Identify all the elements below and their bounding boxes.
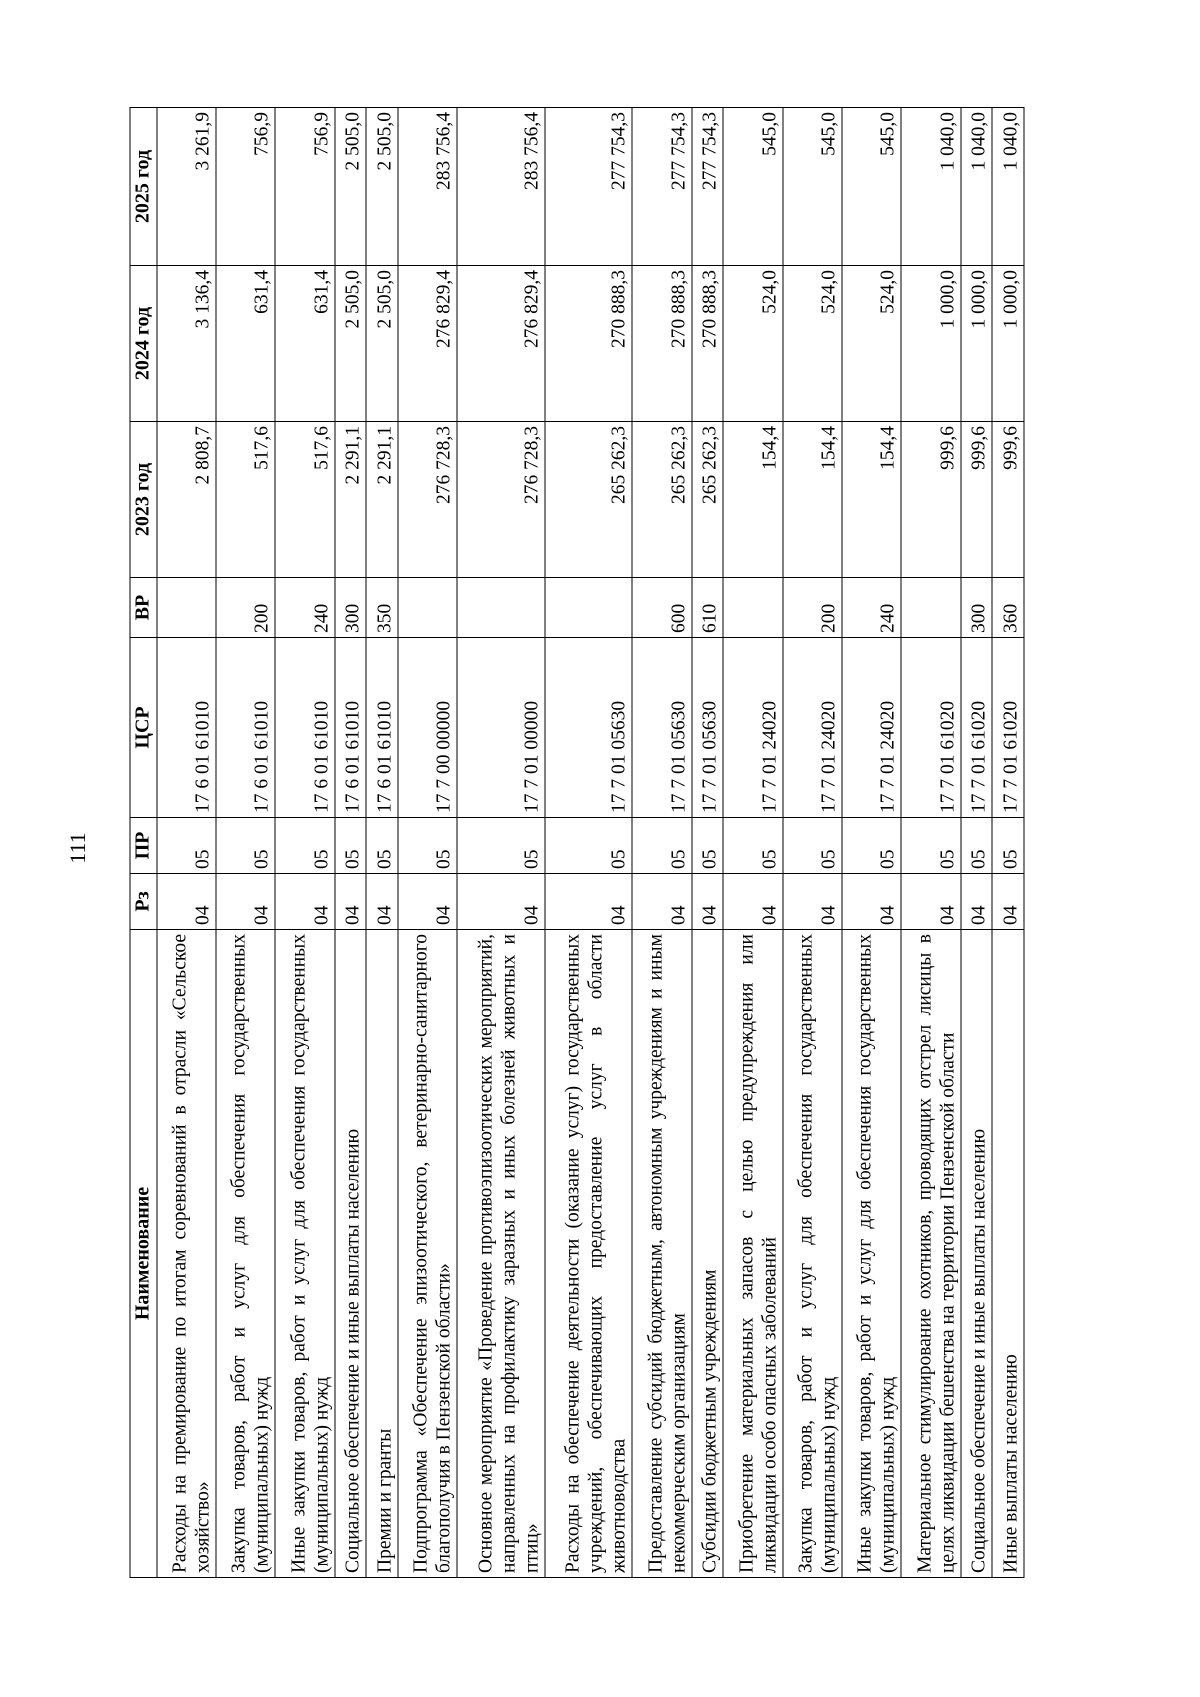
- cell-pr: 05: [692, 818, 724, 874]
- cell-2025: 1 040,0: [961, 108, 993, 266]
- cell-csr: 17 7 01 61020: [901, 638, 960, 818]
- cell-vr: 600: [632, 578, 691, 638]
- header-csr: ЦСР: [130, 638, 157, 818]
- cell-2023: 999,6: [992, 422, 1024, 578]
- cell-pr: 05: [398, 818, 457, 874]
- cell-csr: 17 7 01 05630: [692, 638, 724, 818]
- cell-vr: [723, 578, 782, 638]
- cell-pr: 05: [216, 818, 275, 874]
- cell-2025: 3 261,9: [157, 108, 216, 266]
- cell-2023: 154,4: [783, 422, 842, 578]
- cell-2023: 2 291,1: [366, 422, 398, 578]
- cell-pr: 05: [992, 818, 1024, 874]
- cell-name: Социальное обеспечение и иные выплаты населению: [961, 930, 993, 1578]
- table-row: [366, 108, 398, 1578]
- page-number: 111: [65, 832, 90, 864]
- cell-2024: 1 000,0: [901, 266, 960, 422]
- table-row: [275, 108, 334, 1578]
- cell-name: Приобретение материальных запасов с целью предупреждения или ликвидации особо опасных заболеваний: [723, 930, 782, 1578]
- cell-name: Социальное обеспечение и иные выплаты населению: [335, 930, 367, 1578]
- cell-csr: 17 7 01 24020: [723, 638, 782, 818]
- cell-rz: 04: [457, 874, 544, 930]
- table-row: [692, 108, 724, 1578]
- cell-name: Иные закупки товаров, работ и услуг для обеспечения государственных (муниципальных) нужд: [275, 930, 334, 1578]
- cell-2023: 2 808,7: [157, 422, 216, 578]
- cell-csr: 17 6 01 61010: [216, 638, 275, 818]
- cell-csr: 17 7 01 24020: [783, 638, 842, 818]
- cell-name: Основное мероприятие «Проведение противоэпизоотических мероприятий, направленных на профилактику заразных и иных болезней животных и птиц»: [457, 930, 544, 1578]
- cell-vr: 240: [275, 578, 334, 638]
- cell-2025: 1 040,0: [901, 108, 960, 266]
- cell-2025: 277 754,3: [632, 108, 691, 266]
- cell-vr: 350: [366, 578, 398, 638]
- table-row: [901, 108, 960, 1578]
- table-row: [961, 108, 993, 1578]
- cell-csr: 17 7 00 00000: [398, 638, 457, 818]
- cell-rz: 04: [632, 874, 691, 930]
- cell-2025: 283 756,4: [398, 108, 457, 266]
- cell-2024: 3 136,4: [157, 266, 216, 422]
- header-2023: 2023 год: [130, 422, 157, 578]
- budget-table-container: [130, 108, 1025, 1578]
- cell-2025: 2 505,0: [366, 108, 398, 266]
- cell-2023: 999,6: [961, 422, 993, 578]
- cell-name: Субсидии бюджетным учреждениям: [692, 930, 724, 1578]
- cell-vr: 200: [783, 578, 842, 638]
- cell-2023: 2 291,1: [335, 422, 367, 578]
- table-header-row: [130, 108, 157, 1578]
- cell-pr: 05: [366, 818, 398, 874]
- cell-rz: 04: [961, 874, 993, 930]
- cell-2023: 154,4: [723, 422, 782, 578]
- cell-csr: 17 6 01 61010: [275, 638, 334, 818]
- cell-2024: 276 829,4: [398, 266, 457, 422]
- cell-2025: 277 754,3: [692, 108, 724, 266]
- cell-2023: 517,6: [275, 422, 334, 578]
- cell-2023: 154,4: [842, 422, 901, 578]
- cell-pr: 05: [901, 818, 960, 874]
- cell-rz: 04: [783, 874, 842, 930]
- cell-pr: 05: [457, 818, 544, 874]
- cell-2024: 631,4: [275, 266, 334, 422]
- cell-name: Расходы на премирование по итогам соревнований в отрасли «Сельское хозяйство»: [157, 930, 216, 1578]
- cell-2023: 276 728,3: [457, 422, 544, 578]
- cell-vr: [398, 578, 457, 638]
- cell-rz: 04: [335, 874, 367, 930]
- header-2025: 2025 год: [130, 108, 157, 266]
- cell-vr: 300: [961, 578, 993, 638]
- cell-2024: 2 505,0: [366, 266, 398, 422]
- cell-rz: 04: [545, 874, 632, 930]
- cell-2024: 270 888,3: [632, 266, 691, 422]
- cell-csr: 17 7 01 61020: [992, 638, 1024, 818]
- table-row: [335, 108, 367, 1578]
- cell-pr: 05: [545, 818, 632, 874]
- budget-table: [130, 107, 1025, 1578]
- cell-pr: 05: [842, 818, 901, 874]
- cell-2025: 545,0: [842, 108, 901, 266]
- cell-2024: 270 888,3: [692, 266, 724, 422]
- cell-2023: 276 728,3: [398, 422, 457, 578]
- cell-pr: 05: [961, 818, 993, 874]
- table-row: [632, 108, 691, 1578]
- cell-csr: 17 7 01 24020: [842, 638, 901, 818]
- cell-2025: 756,9: [275, 108, 334, 266]
- cell-name: Материальное стимулирование охотников, проводящих отстрел лисицы в целях ликвидации бешенства на территории Пензенской области: [901, 930, 960, 1578]
- cell-rz: 04: [275, 874, 334, 930]
- table-row: [216, 108, 275, 1578]
- cell-rz: 04: [723, 874, 782, 930]
- cell-2025: 1 040,0: [992, 108, 1024, 266]
- cell-pr: 05: [275, 818, 334, 874]
- cell-rz: 04: [398, 874, 457, 930]
- cell-csr: 17 6 01 61010: [335, 638, 367, 818]
- cell-2023: 999,6: [901, 422, 960, 578]
- header-pr: ПР: [130, 818, 157, 874]
- cell-name: Закупка товаров, работ и услуг для обеспечения государственных (муниципальных) нужд: [783, 930, 842, 1578]
- header-rz: Рз: [130, 874, 157, 930]
- cell-csr: 17 7 01 00000: [457, 638, 544, 818]
- cell-name: Подпрограмма «Обеспечение эпизоотического, ветеринарно-санитарного благополучия в Пензенской области»: [398, 930, 457, 1578]
- cell-csr: 17 7 01 05630: [632, 638, 691, 818]
- header-vr: ВР: [130, 578, 157, 638]
- table-row: [723, 108, 782, 1578]
- cell-vr: 360: [992, 578, 1024, 638]
- cell-vr: 610: [692, 578, 724, 638]
- cell-2023: 265 262,3: [545, 422, 632, 578]
- cell-vr: [545, 578, 632, 638]
- cell-name: Иные выплаты населению: [992, 930, 1024, 1578]
- cell-2024: 2 505,0: [335, 266, 367, 422]
- cell-csr: 17 6 01 61010: [157, 638, 216, 818]
- cell-2023: 265 262,3: [692, 422, 724, 578]
- cell-pr: 05: [335, 818, 367, 874]
- cell-2024: 524,0: [842, 266, 901, 422]
- header-2024: 2024 год: [130, 266, 157, 422]
- table-body: [157, 108, 1024, 1578]
- cell-rz: 04: [216, 874, 275, 930]
- cell-2024: 524,0: [723, 266, 782, 422]
- cell-vr: [457, 578, 544, 638]
- cell-2024: 270 888,3: [545, 266, 632, 422]
- cell-2025: 2 505,0: [335, 108, 367, 266]
- cell-name: Предоставление субсидий бюджетным, автономным учреждениям и иным некоммерческим организациям: [632, 930, 691, 1578]
- cell-2024: 276 829,4: [457, 266, 544, 422]
- cell-vr: 200: [216, 578, 275, 638]
- table-row: [545, 108, 632, 1578]
- table-row: [157, 108, 216, 1578]
- cell-rz: 04: [901, 874, 960, 930]
- cell-2024: 524,0: [783, 266, 842, 422]
- cell-2025: 756,9: [216, 108, 275, 266]
- cell-2024: 1 000,0: [992, 266, 1024, 422]
- cell-vr: [157, 578, 216, 638]
- cell-2025: 283 756,4: [457, 108, 544, 266]
- cell-2024: 1 000,0: [961, 266, 993, 422]
- cell-vr: [901, 578, 960, 638]
- cell-csr: 17 6 01 61010: [366, 638, 398, 818]
- cell-pr: 05: [157, 818, 216, 874]
- table-row: [398, 108, 457, 1578]
- cell-pr: 05: [632, 818, 691, 874]
- cell-name: Закупка товаров, работ и услуг для обеспечения государственных (муниципальных) нужд: [216, 930, 275, 1578]
- cell-2023: 265 262,3: [632, 422, 691, 578]
- cell-rz: 04: [157, 874, 216, 930]
- cell-name: Премии и гранты: [366, 930, 398, 1578]
- cell-csr: 17 7 01 61020: [961, 638, 993, 818]
- cell-2024: 631,4: [216, 266, 275, 422]
- table-row: [783, 108, 842, 1578]
- cell-rz: 04: [366, 874, 398, 930]
- table-row: [457, 108, 544, 1578]
- table-row: [842, 108, 901, 1578]
- cell-rz: 04: [692, 874, 724, 930]
- cell-rz: 04: [842, 874, 901, 930]
- cell-pr: 05: [723, 818, 782, 874]
- cell-name: Иные закупки товаров, работ и услуг для обеспечения государственных (муниципальных) нужд: [842, 930, 901, 1578]
- table-row: [992, 108, 1024, 1578]
- cell-csr: 17 7 01 05630: [545, 638, 632, 818]
- cell-vr: 240: [842, 578, 901, 638]
- cell-pr: 05: [783, 818, 842, 874]
- cell-vr: 300: [335, 578, 367, 638]
- header-name: Наименование: [130, 930, 157, 1578]
- cell-2023: 517,6: [216, 422, 275, 578]
- cell-2025: 545,0: [723, 108, 782, 266]
- cell-rz: 04: [992, 874, 1024, 930]
- cell-2025: 277 754,3: [545, 108, 632, 266]
- cell-2025: 545,0: [783, 108, 842, 266]
- cell-name: Расходы на обеспечение деятельности (оказание услуг) государственных учреждений, обеспечивающих предоставление услуг в области животноводства: [545, 930, 632, 1578]
